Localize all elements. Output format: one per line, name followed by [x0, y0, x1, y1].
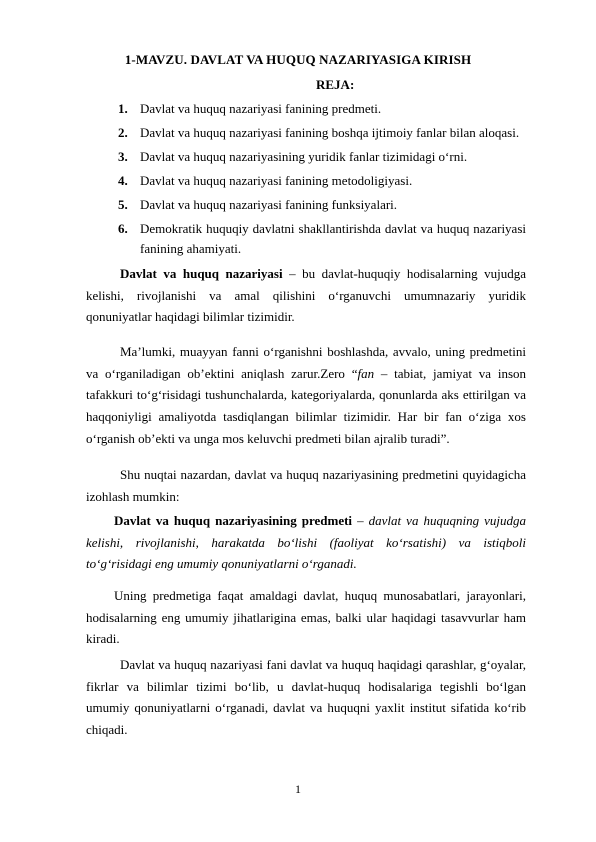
plan-heading: REJA:	[316, 77, 355, 92]
science-text-b: – tabiat, jamiyat va inson tafakkuri to‘g‘risidagi tushunchalarda, kategoriyalarda, qonunlarda aks ettirilgan va haqqoniyligi amaliyotda tasdiqlangan bilimlar tizimidir. Har bir fan o‘ziga xos o‘rganish ob’ekti va unga mos keluvchi predmeti bilan ajralib turadi”.	[86, 365, 526, 446]
definition-term: Davlat va huquq nazariyasi	[120, 266, 283, 281]
plan-item-number: 2.	[118, 125, 128, 140]
plan-item	[118, 219, 526, 259]
subject-term: Davlat va huquq nazariyasining predmeti	[114, 513, 353, 528]
subject-dash: –	[352, 513, 369, 528]
plan-item	[118, 99, 526, 119]
plan-item-number: 5.	[118, 197, 128, 212]
paragraph-subject	[86, 510, 526, 575]
definition-text: – bu davlat-huquqiy hodisalarning vujudga kelishi, rivojlanishi va amal qilishini o‘rganuvchi umumnazariy yuridik qonuniyatlar haqidagi bilimlar tizimidir.	[86, 266, 526, 325]
page-title: 1-MAVZU. DAVLAT VA HUQUQ NAZARIYASIGA KIRISH	[124, 52, 472, 67]
plan-item-number: 4.	[118, 173, 128, 188]
paragraph-viewpoint: Shu nuqtai nazardan, davlat va huquq nazariyasining predmetini quyidagicha izohlash mumkin:	[86, 467, 526, 504]
subject-text: davlat va huquqning vujudga kelishi, rivojlanishi, harakatda bo‘lishi (faoliyat ko‘rsatishi) va istiqboli to‘g‘risidagi eng umumiy qonuniyatlarni o‘rganadi.	[86, 513, 527, 572]
science-text-a: Ma’lumki, muayyan fanni o‘rganishni boshlashda, avvalo, uning predmetini va o‘rganiladigan ob’ektini aniqlash zarur.Zero “	[86, 344, 526, 381]
plan-item-text: Davlat va huquq nazariyasi fanining metodoligiyasi.	[140, 173, 413, 188]
plan-item	[118, 171, 526, 191]
paragraph-definition	[86, 263, 526, 328]
plan-list	[118, 99, 526, 263]
plan-item	[118, 123, 526, 143]
plan-item-number: 1.	[118, 101, 128, 116]
plan-item-text: Davlat va huquq nazariyasi fanining predmeti.	[140, 101, 382, 116]
plan-item	[118, 147, 526, 167]
page-number: 1	[295, 782, 301, 796]
plan-item-text: Davlat va huquq nazariyasining yuridik fanlar tizimidagi o‘rni.	[140, 149, 468, 164]
plan-item-number: 6.	[118, 221, 128, 236]
plan-item-text: Davlat va huquq nazariyasi fanining boshqa ijtimoiy fanlar bilan aloqasi.	[140, 125, 520, 140]
science-italic-word: fan	[357, 365, 375, 381]
plan-item-number: 3.	[118, 149, 128, 164]
paragraph-science	[86, 341, 526, 450]
plan-item-text: Demokratik huquqiy davlatni shakllantirishda davlat va huquq nazariyasi fanining ahamiyati.	[140, 221, 526, 256]
paragraph-theory: Davlat va huquq nazariyasi fani davlat va huquq haqidagi qarashlar, g‘oyalar, fikrlar va bilimlar tizimi bo‘lib, u davlat-huquq hodisalariga tegishli bo‘lgan umumiy qonuniyatlarni o‘rganadi, davlat va huquqni yaxlit institut sifatida ko‘rib chiqadi.	[86, 657, 526, 738]
plan-item-text: Davlat va huquq nazariyasi fanining funksiyalari.	[140, 197, 398, 212]
plan-item	[118, 195, 526, 215]
paragraph-scope: Uning predmetiga faqat amaldagi davlat, huquq munosabatlari, jarayonlari, hodisalarning eng umumiy jihatlarigina emas, balki ular haqidagi tasavvurlar ham kiradi.	[86, 588, 526, 647]
